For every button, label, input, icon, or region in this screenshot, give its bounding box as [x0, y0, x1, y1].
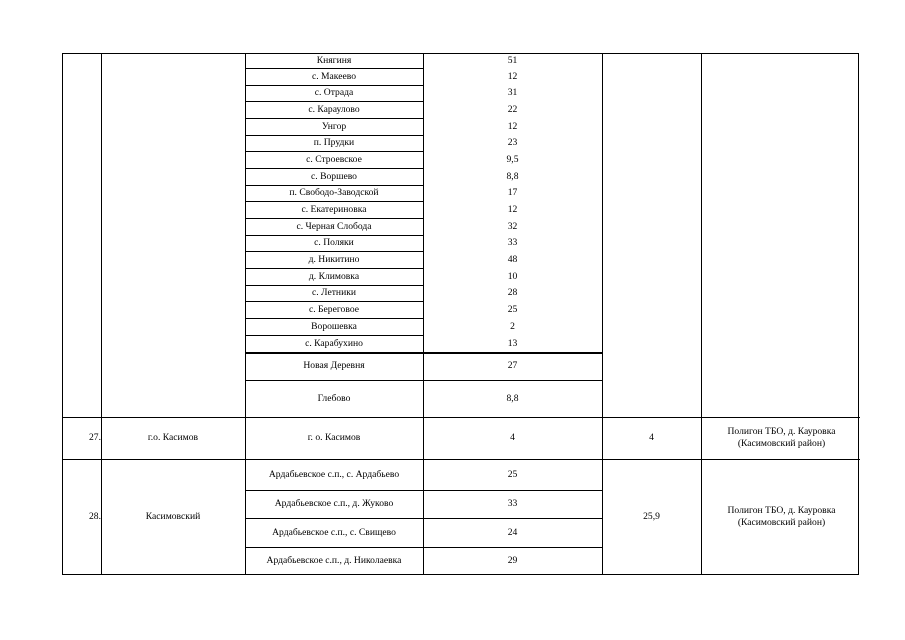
settlement-cell: Ворошевка	[311, 320, 357, 332]
settlement-cell: п. Прудки	[313, 137, 355, 148]
settlement-cell: д. Климовка	[308, 270, 360, 282]
distance-cell: 31	[507, 87, 518, 98]
distance-cell: 12	[507, 70, 518, 82]
settlement-cell: с. Воршево	[311, 170, 357, 182]
col-line-5	[701, 54, 702, 574]
distance-cell: 10	[507, 270, 518, 282]
distance-cell: 8,8	[506, 170, 519, 182]
distance-cell: 28	[507, 287, 518, 298]
row28-settlement-3: Ардабьевское с.п., с. Свищево	[272, 526, 396, 538]
settlement-cell: с. Береговое	[308, 303, 359, 315]
settlement-cell: с. Отрада	[314, 87, 354, 98]
settlement-cell: с. Поляки	[314, 237, 354, 248]
row28-district: Касимовский	[145, 511, 201, 522]
distance-cell: 23	[507, 137, 518, 148]
settlement-cell: с. Екатериновка	[301, 203, 367, 215]
row28-settlement-4: Ардабьевское с.п., д. Николаевка	[266, 555, 402, 566]
row28-facility: Полигон ТБО, д. Кауровка (Касимовский район)	[727, 505, 836, 528]
row27-avg: 4	[649, 432, 654, 443]
distance-cell: 33	[507, 237, 518, 248]
row28-settlement-1: Ардабьевское с.п., с. Ардабьево	[268, 468, 400, 480]
settlement-cell: Унгор	[321, 120, 347, 132]
row27-facility: Полигон ТБО, д. Кауровка (Касимовский район)	[727, 426, 836, 449]
distance-cell: 12	[507, 120, 518, 132]
row28-distance-4: 29	[507, 555, 518, 566]
distance-cell: 32	[507, 220, 518, 232]
row27-num: 27.	[89, 432, 101, 443]
distance-cell: 17	[507, 187, 518, 198]
row27-settlement: г. о. Касимов	[307, 432, 361, 443]
row28-distance-2: 33	[507, 498, 518, 509]
distance-cell: 51	[507, 55, 518, 66]
distance-cell: 13	[507, 337, 518, 349]
row28-distance-3: 24	[507, 526, 518, 538]
settlement-cell: с. Караулово	[308, 103, 360, 115]
row28-settlement-2: Ардабьевское с.п., д. Жуково	[274, 498, 394, 509]
settlement-cell: д. Никитино	[308, 253, 360, 265]
distance-cell: 2	[510, 320, 515, 332]
settlement-cell: с. Макеево	[311, 70, 357, 82]
row28-avg: 25,9	[643, 511, 660, 522]
settlement-cell: Глебово	[317, 392, 351, 404]
settlement-cell: с. Черная Слобода	[296, 220, 372, 232]
settlement-cell: п. Свободо-Заводской	[289, 187, 379, 198]
settlement-cell: Княгиня	[316, 55, 352, 66]
row28-distance-1: 25	[507, 468, 518, 480]
distance-cell: 25	[507, 303, 518, 315]
row27-district: г.о. Касимов	[147, 432, 199, 443]
settlement-cell: с. Карабухино	[305, 337, 363, 349]
distance-cell: 22	[507, 103, 518, 115]
distance-cell: 12	[507, 203, 518, 215]
table	[62, 53, 859, 575]
row27-distance: 4	[510, 432, 515, 443]
settlement-cell: с. Строевское	[306, 153, 362, 165]
row28-num: 28.	[89, 511, 101, 522]
distance-cell: 48	[507, 253, 518, 265]
distance-cell: 8,8	[506, 392, 519, 404]
distance-cell: 27	[507, 360, 518, 371]
settlement-cell: с. Летники	[311, 287, 356, 298]
settlement-cell: Новая Деревня	[303, 360, 365, 371]
distance-cell: 9,5	[506, 153, 519, 165]
